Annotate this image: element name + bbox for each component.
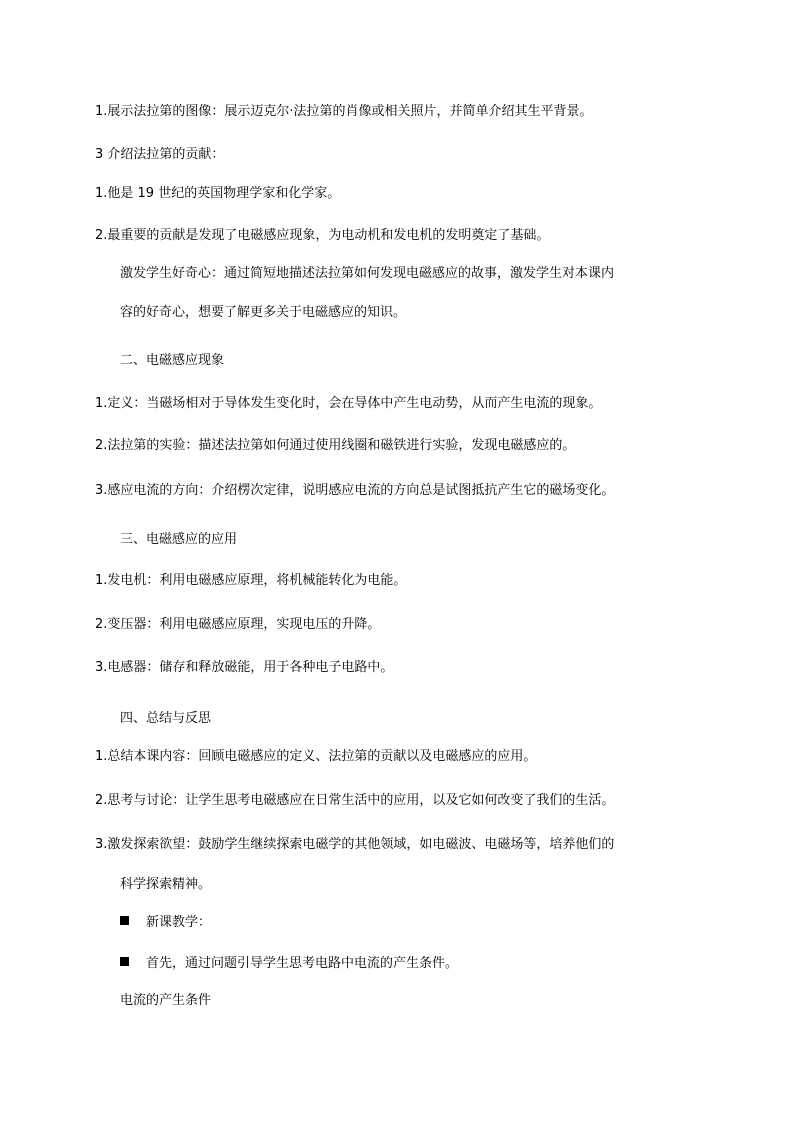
list-item-summary: 1.总结本课内容：回顾电磁感应的定义、法拉第的贡献以及电磁感应的应用。 — [95, 749, 537, 764]
subheading-current-conditions: 电流的产生条件 — [120, 993, 212, 1008]
bullet-new-lesson-text: 新课教学： — [146, 915, 212, 930]
section-heading-phenomenon: 二、电磁感应现象 — [120, 353, 225, 368]
paragraph-faraday-image: 1.展示法拉第的图像：展示迈克尔·法拉第的肖像或相关照片，并简单介绍其生平背景。 — [95, 104, 593, 119]
bullet-first-step — [120, 956, 458, 972]
list-item-current-direction: 3.感应电流的方向：介绍楞次定律，说明感应电流的方向总是试图抵抗产生它的磁场变化。 — [95, 483, 615, 498]
list-item-generator: 1.发电机：利用电磁感应原理，将机械能转化为电能。 — [95, 573, 407, 588]
list-item-inductor: 3.电感器：储存和释放磁能，用于各种电子电路中。 — [95, 660, 394, 675]
list-item-faraday-discovery: 2.最重要的贡献是发现了电磁感应现象，为电动机和发电机的发明奠定了基础。 — [95, 228, 550, 243]
list-item-definition: 1.定义：当磁场相对于导体发生变化时，会在导体中产生电动势，从而产生电流的现象。 — [95, 396, 602, 411]
section-heading-summary: 四、总结与反思 — [120, 711, 212, 726]
square-bullet-icon — [120, 916, 129, 925]
list-item-faraday-identity: 1.他是 19 世纪的英国物理学家和化学家。 — [95, 186, 341, 201]
bullet-new-lesson — [120, 915, 211, 931]
paragraph-curiosity-line1: 激发学生好奇心：通过简短地描述法拉第如何发现电磁感应的故事，激发学生对本课内 — [120, 266, 615, 281]
list-item-faraday-experiment: 2.法拉第的实验：描述法拉第如何通过使用线圈和磁铁进行实验，发现电磁感应的。 — [95, 438, 576, 453]
list-item-discussion: 2.思考与讨论：让学生思考电磁感应在日常生活中的应用，以及它如何改变了我们的生活。 — [95, 793, 615, 808]
heading-faraday-contribution: 3 介绍法拉第的贡献： — [95, 147, 225, 162]
paragraph-curiosity-line2: 容的好奇心，想要了解更多关于电磁感应的知识。 — [120, 305, 407, 320]
list-item-exploration-line1: 3.激发探索欲望：鼓励学生继续探索电磁学的其他领域，如电磁波、电磁场等，培养他们的 — [95, 837, 615, 852]
list-item-transformer: 2.变压器：利用电磁感应原理，实现电压的升降。 — [95, 617, 381, 632]
list-item-exploration-line2: 科学探索精神。 — [120, 877, 212, 892]
section-heading-applications: 三、电磁感应的应用 — [120, 532, 238, 547]
bullet-first-step-text: 首先，通过问题引导学生思考电路中电流的产生条件。 — [146, 956, 459, 971]
square-bullet-icon — [120, 957, 129, 966]
